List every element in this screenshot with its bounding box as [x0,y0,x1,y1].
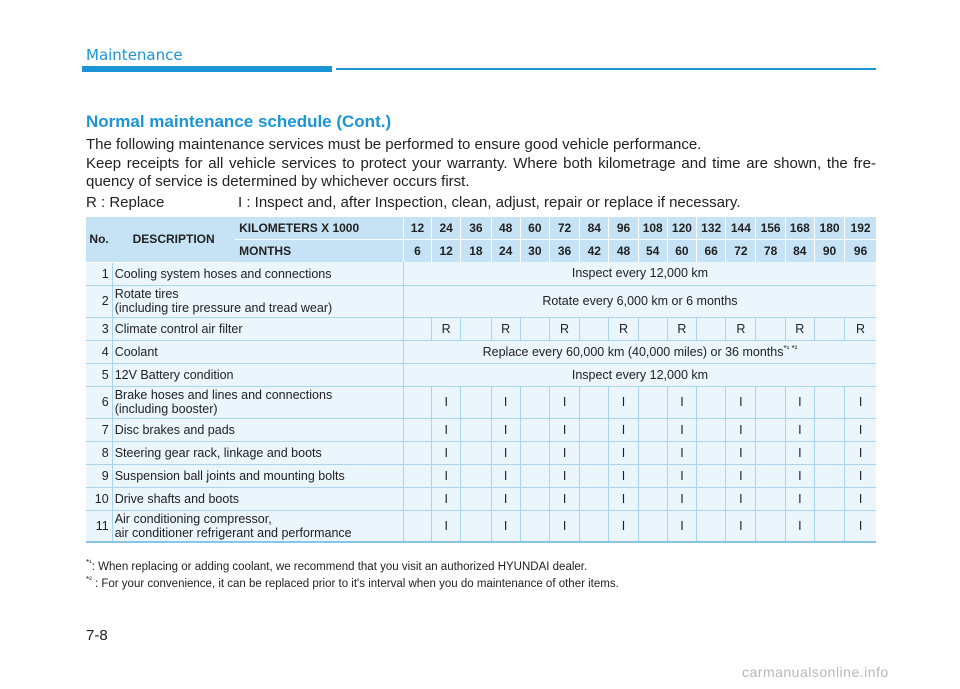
header-month-value: 48 [609,240,638,263]
schedule-cell [756,418,785,441]
schedule-cell: R [549,317,579,340]
schedule-cell [756,441,785,464]
table-row [86,464,876,487]
header-month-value: 30 [520,240,549,263]
description-line: Air conditioning compressor, [114,511,272,526]
row-number: 1 [86,262,112,285]
schedule-cell: I [491,418,520,441]
header-km-value: 156 [756,217,785,240]
header-month-value: 78 [756,240,785,263]
footnote-1-text: : When replacing or adding coolant, we recommend that you visit an authorized HYUNDAI dealer. [91,560,588,573]
schedule-cell [520,317,549,340]
schedule-cell: I [667,510,696,542]
schedule-cell [697,418,726,441]
header-month-value: 54 [638,240,667,263]
schedule-cell [814,418,844,441]
schedule-cell: R [491,317,520,340]
schedule-cell [580,418,609,441]
schedule-cell: I [785,441,814,464]
header-rule [336,68,876,70]
schedule-cell [461,418,491,441]
table-row [86,510,876,542]
description-line: Rotate tires [114,287,179,301]
schedule-cell [756,487,785,510]
header-month-value: 84 [785,240,814,263]
footnote-2-mark: *² [86,575,92,584]
schedule-cell: I [549,487,579,510]
schedule-cell [638,441,667,464]
schedule-cell: I [667,418,696,441]
section-header: Maintenance [86,46,183,64]
schedule-cell: R [726,317,756,340]
header-month-value: 18 [461,240,491,263]
schedule-cell [520,487,549,510]
footnote-2-text: : For your convenience, it can be replaced prior to it's interval when you do maintenance of other items. [91,577,619,590]
schedule-cell: I [432,441,461,464]
schedule-cell: I [609,464,638,487]
schedule-cell: I [549,386,579,418]
schedule-cell: I [667,487,696,510]
schedule-cell [638,510,667,542]
schedule-cell: I [726,487,756,510]
schedule-cell [403,487,431,510]
schedule-cell: I [432,487,461,510]
schedule-cell [814,317,844,340]
table-row [86,317,876,340]
interval-text: Inspect every 12,000 km [571,367,709,382]
row-number: 3 [86,317,112,340]
header-month-value: 72 [726,240,756,263]
legend [86,194,876,211]
interval-text: Rotate every 6,000 km or 6 months [542,294,738,308]
schedule-cell [580,386,609,418]
schedule-cell: I [785,418,814,441]
interval-note [403,340,876,363]
schedule-cell [756,464,785,487]
schedule-cell [814,487,844,510]
schedule-cell: I [845,418,876,441]
schedule-cell [461,510,491,542]
interval-text: Replace every 60,000 km (40,000 miles) or 36 months [482,345,784,360]
schedule-cell: I [785,386,814,418]
footnote-1 [86,558,587,573]
schedule-cell: I [726,418,756,441]
schedule-cell [461,464,491,487]
description-line: Disc brakes and pads [114,422,235,437]
interval-note [403,363,876,386]
schedule-cell: I [491,487,520,510]
schedule-cell: I [726,464,756,487]
header-description: DESCRIPTION [112,217,235,262]
header-months: MONTHS [235,240,403,263]
description-line: Brake hoses and lines and connections [114,388,333,402]
schedule-cell [697,487,726,510]
schedule-cell [580,317,609,340]
table-body [86,262,876,542]
header-km-value: 36 [461,217,491,240]
interval-text: Inspect every 12,000 km [571,266,709,281]
header-km-value: 24 [432,217,461,240]
row-description [112,386,403,418]
header-km-value: 84 [580,217,609,240]
description-line: air conditioner refrigerant and performance [114,525,352,540]
header-km-value: 144 [726,217,756,240]
schedule-cell [814,510,844,542]
schedule-cell: I [432,510,461,542]
row-description [112,487,403,510]
row-description [112,317,403,340]
schedule-cell: I [785,510,814,542]
schedule-cell [697,441,726,464]
schedule-cell: I [549,510,579,542]
header-month-value: 12 [432,240,461,263]
header-month-value: 36 [549,240,579,263]
schedule-cell [520,464,549,487]
schedule-cell: I [491,510,520,542]
schedule-cell: I [432,464,461,487]
description-line: Suspension ball joints and mounting bolts [114,468,345,483]
header-month-value: 66 [697,240,726,263]
schedule-cell [697,317,726,340]
interval-note [403,285,876,317]
schedule-cell [814,386,844,418]
page-number: 7-8 [86,627,108,644]
schedule-cell: I [549,464,579,487]
schedule-cell [403,418,431,441]
schedule-cell: I [726,386,756,418]
schedule-cell [580,487,609,510]
header-km-value: 12 [403,217,431,240]
interval-note [403,262,876,285]
schedule-cell [697,464,726,487]
schedule-cell [403,386,431,418]
header-month-value: 60 [667,240,696,263]
table-row [86,262,876,285]
schedule-cell: R [785,317,814,340]
schedule-cell: I [845,441,876,464]
schedule-cell [638,386,667,418]
schedule-cell [638,487,667,510]
schedule-cell: I [609,510,638,542]
schedule-cell [756,510,785,542]
header-no: No. [86,217,112,262]
schedule-cell: I [845,510,876,542]
header-km-value: 60 [520,217,549,240]
row-description [112,363,403,386]
table-row [86,418,876,441]
schedule-cell: I [667,441,696,464]
row-number: 4 [86,340,112,363]
schedule-cell [814,441,844,464]
schedule-cell [403,317,431,340]
schedule-cell: I [491,441,520,464]
schedule-cell [580,464,609,487]
interval-footnote-mark: *¹ *² [783,343,798,353]
schedule-cell: I [491,464,520,487]
description-line: 12V Battery condition [114,367,234,382]
table-row [86,441,876,464]
schedule-cell [403,441,431,464]
maintenance-schedule-table [86,217,876,543]
description-line: Cooling system hoses and connections [114,266,332,281]
row-description [112,340,403,363]
schedule-cell: I [609,386,638,418]
schedule-cell [638,464,667,487]
schedule-cell: R [845,317,876,340]
header-month-value: 42 [580,240,609,263]
schedule-cell [461,317,491,340]
schedule-cell: I [726,510,756,542]
schedule-cell: I [432,418,461,441]
header-km-value: 120 [667,217,696,240]
footnote-2 [86,575,619,590]
row-number: 10 [86,487,112,510]
schedule-cell: I [845,386,876,418]
header-accent-bar [82,66,332,72]
header-km-value: 96 [609,217,638,240]
schedule-cell [580,441,609,464]
row-number: 9 [86,464,112,487]
schedule-cell [520,441,549,464]
schedule-cell [697,386,726,418]
schedule-cell [638,317,667,340]
intro-paragraph-2: Keep receipts for all vehicle services to protect your warranty. Where both kilometrage and time are shown, the fre-quency of service is determined by whichever occurs first. [86,155,876,190]
row-description [112,464,403,487]
header-km-value: 168 [785,217,814,240]
header-month-value: 96 [845,240,876,263]
row-description [112,285,403,317]
row-description [112,418,403,441]
header-km-value: 180 [814,217,844,240]
row-number: 5 [86,363,112,386]
row-number: 7 [86,418,112,441]
schedule-cell: I [491,386,520,418]
schedule-cell: I [845,487,876,510]
schedule-cell [403,510,431,542]
table-row [86,487,876,510]
schedule-cell: I [549,441,579,464]
schedule-cell: R [609,317,638,340]
header-month-value: 6 [403,240,431,263]
schedule-cell [520,386,549,418]
row-number: 8 [86,441,112,464]
watermark-text: carmanualsonline.info [742,664,889,680]
legend-inspect: I : Inspect and, after Inspection, clean, adjust, repair or replace if necessary. [238,194,741,211]
schedule-cell: I [785,464,814,487]
schedule-cell: R [432,317,461,340]
table-row [86,363,876,386]
row-number: 6 [86,386,112,418]
header-km-value: 132 [697,217,726,240]
legend-replace: R : Replace [86,194,165,211]
page-title: Normal maintenance schedule (Cont.) [86,112,392,131]
header-km-value: 192 [845,217,876,240]
schedule-cell: R [667,317,696,340]
schedule-cell: I [549,418,579,441]
schedule-cell [814,464,844,487]
schedule-cell: I [667,464,696,487]
table-row [86,386,876,418]
header-month-value: 90 [814,240,844,263]
description-line: (including booster) [114,402,218,416]
header-km-value: 72 [549,217,579,240]
schedule-cell: I [726,441,756,464]
schedule-cell [756,317,785,340]
description-line: Drive shafts and boots [114,491,240,506]
description-line: Coolant [114,344,158,359]
schedule-cell: I [609,487,638,510]
schedule-cell [638,418,667,441]
row-description [112,441,403,464]
schedule-cell [697,510,726,542]
header-km-value: 108 [638,217,667,240]
description-line: Climate control air filter [114,321,243,336]
header-month-value: 24 [491,240,520,263]
schedule-cell: I [609,441,638,464]
footnote-1-mark: *¹ [86,558,92,567]
schedule-cell [461,386,491,418]
table-row [86,285,876,317]
row-number: 2 [86,285,112,317]
schedule-cell [580,510,609,542]
schedule-cell: I [845,464,876,487]
description-line: (including tire pressure and tread wear) [114,301,333,315]
table-header [86,217,876,262]
schedule-cell: I [785,487,814,510]
row-description [112,510,403,542]
schedule-cell [461,441,491,464]
schedule-cell [520,418,549,441]
schedule-cell [403,464,431,487]
schedule-cell: I [432,386,461,418]
row-description [112,262,403,285]
schedule-cell: I [667,386,696,418]
table-row [86,340,876,363]
description-line: Steering gear rack, linkage and boots [114,445,322,460]
schedule-cell [461,487,491,510]
schedule-cell [520,510,549,542]
row-number: 11 [86,510,112,542]
schedule-cell [756,386,785,418]
intro-paragraph-1: The following maintenance services must be performed to ensure good vehicle performance. [86,136,702,153]
header-kilometers: KILOMETERS X 1000 [235,217,403,240]
header-km-value: 48 [491,217,520,240]
schedule-cell: I [609,418,638,441]
